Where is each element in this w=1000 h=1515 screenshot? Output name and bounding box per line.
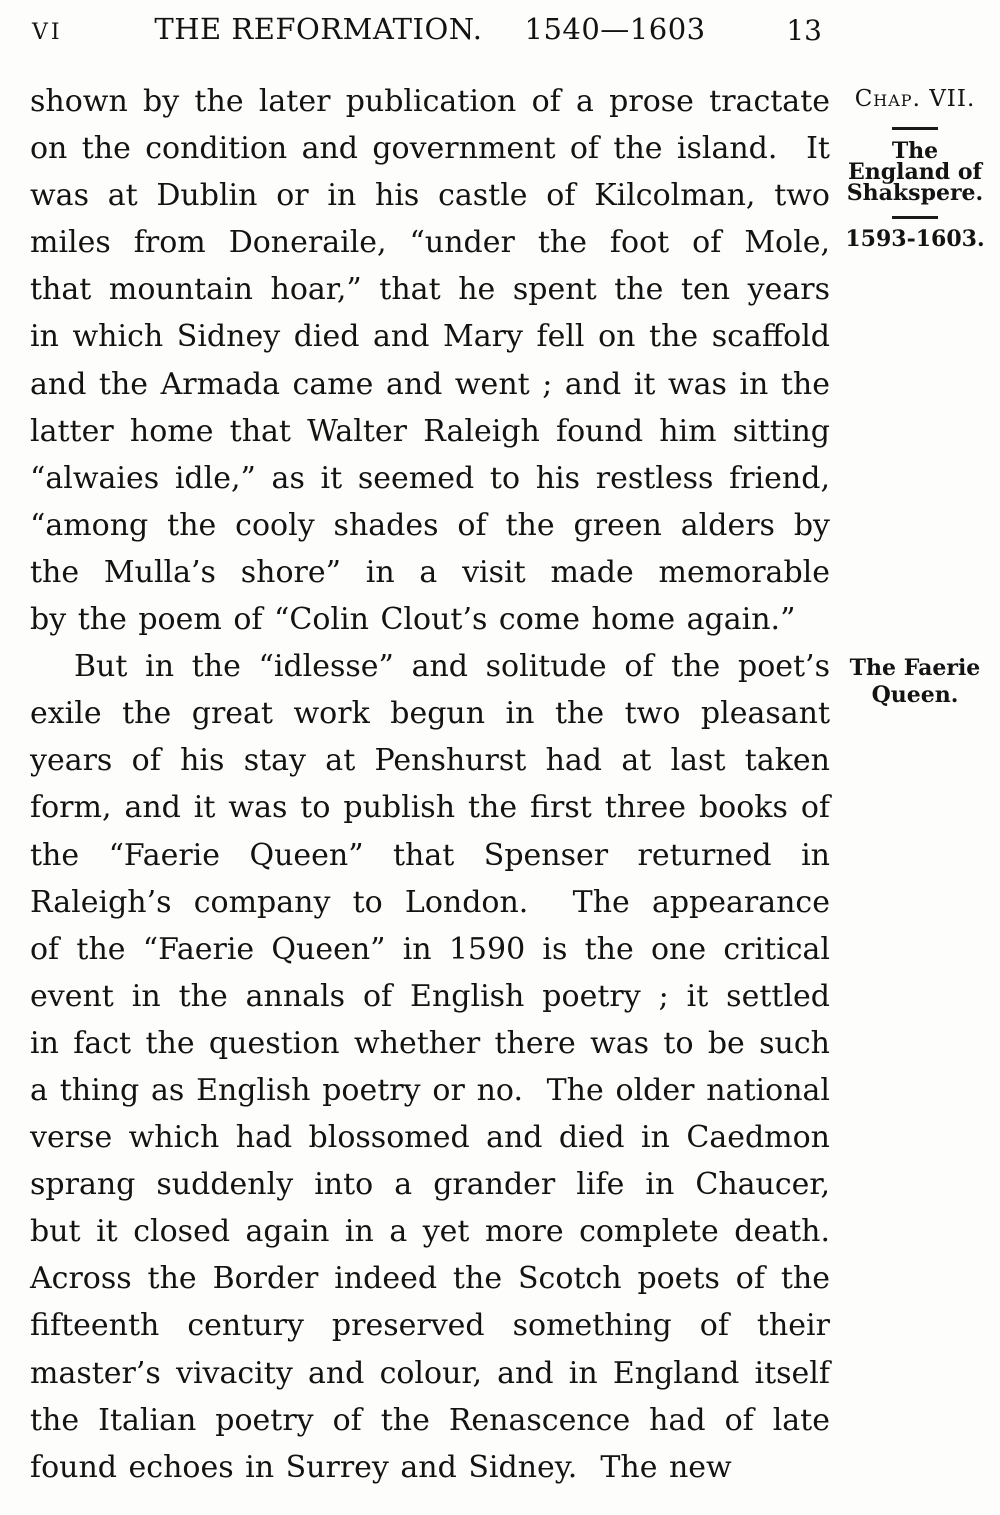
margin-note-section-title-line: Shakspere. (846, 180, 984, 206)
running-title-text: THE REFORMATION. (154, 12, 483, 46)
text-line: event in the annals of English poetry ; it settled (30, 978, 830, 1014)
text-line: sprang suddenly into a grander life in Chaucer, (30, 1167, 830, 1203)
text-line: shown by the later publication of a prose tractate (30, 84, 830, 119)
main-text (30, 78, 830, 1491)
text-line: latter home that Walter Raleigh found him sitting (30, 413, 830, 449)
text-line: “alwaies idle,” as it seemed to his restless friend, (30, 460, 830, 496)
text-line: in which Sidney died and Mary fell on the scaffold (30, 319, 830, 355)
text-line: found echoes in Surrey and Sidney. The new (30, 1449, 732, 1485)
text-line: that mountain hoar,” that he spent the ten years (30, 272, 830, 308)
text-line: by the poem of “Colin Clout’s come home again.” (30, 602, 796, 638)
margin-notes (840, 0, 990, 1515)
text-line: verse which had blossomed and died in Caedmon (30, 1120, 830, 1156)
text-line: but it closed again in a yet more complete death. (30, 1214, 830, 1250)
margin-note-faerie-queen-line: The Faerie (849, 655, 981, 681)
text-line: years of his stay at Penshurst had at last taken (30, 743, 830, 779)
text-line: master’s vivacity and colour, and in England itself (30, 1355, 830, 1391)
margin-note-dates: 1593-1603. (845, 226, 985, 252)
margin-note-faerie-queen-line: Queen. (871, 682, 959, 708)
text-line: form, and it was to publish the first three books of (30, 790, 830, 826)
text-line: the Mulla’s shore” in a visit made memorable (30, 554, 830, 590)
page-number: 13 (786, 14, 822, 47)
text-line: “among the cooly shades of the green alders by (30, 507, 830, 543)
margin-note-faerie-queen (840, 655, 990, 709)
running-title-dates: 1540—1603 (524, 12, 706, 46)
text-line: the Italian poetry of the Renascence had of late (30, 1402, 830, 1438)
text-line: of the “Faerie Queen” in 1590 is the one critical (30, 931, 830, 967)
text-line: was at Dublin or in his castle of Kilcolman, two (30, 178, 830, 214)
running-title (30, 12, 830, 46)
text-line: Across the Border indeed the Scotch poets of the (30, 1261, 830, 1297)
text-line: the “Faerie Queen” that Spenser returned in (30, 837, 830, 873)
text-line: Raleigh’s company to London. The appearance (30, 884, 830, 920)
text-line: miles from Doneraile, “under the foot of Mole, (30, 225, 830, 261)
text-line: fifteenth century preserved something of their (30, 1308, 830, 1344)
text-line: and the Armada came and went ; and it was in the (30, 366, 830, 402)
text-line: in fact the question whether there was to be such (30, 1025, 830, 1061)
margin-note-section-title (840, 138, 990, 206)
text-line: on the condition and government of the island. It (30, 131, 830, 167)
margin-note-section-title-line: The (891, 138, 939, 164)
margin-note-section-title-line: England of (848, 159, 982, 185)
volume-number: VI (32, 20, 63, 45)
text-line: exile the great work begun in the two pleasant (30, 696, 830, 732)
margin-rule-top (892, 127, 938, 130)
margin-note-chapter: Chap. VII. (854, 86, 976, 112)
text-line: But in the “idlesse” and solitude of the poet’s (74, 649, 830, 685)
margin-rule-bottom (892, 216, 938, 219)
page-header (30, 10, 830, 52)
text-line: a thing as English poetry or no. The older national (30, 1072, 830, 1108)
